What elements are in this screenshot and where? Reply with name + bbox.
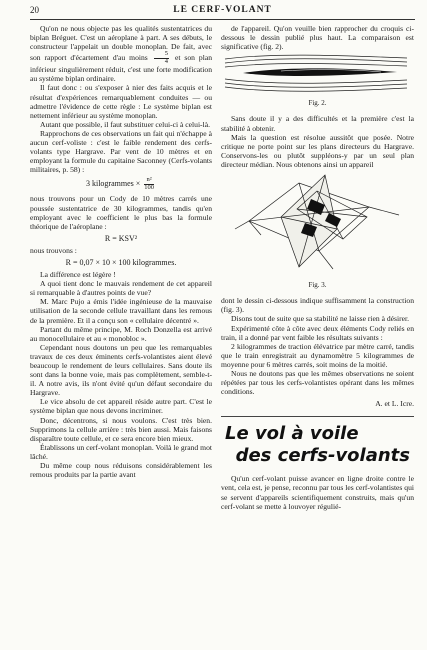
fraction [154,51,169,65]
paragraph: Sans doute il y a des difficultés et la première c'est la stabilité à obtenir. [221,114,414,133]
header-rule [30,19,415,20]
paragraph: La différence est légère ! [40,270,116,280]
figure-caption: Fig. 2. [308,99,327,108]
paragraph: Cependant nous doutons un peu que les remarquables travaux de ces deux éminents cerfs-volantistes aient élevé beaucoup le rendement de leurs cellulaires. Sans doute ils sont dans la bonne voie, mais pas complètement, semble-t-il. A notre avis, ils n'ont évité qu'un défaut secondaire du Hargrave. [30,342,212,398]
paragraph: Autant que possible, il faut substituer celui-ci à celui-là. [40,119,210,129]
paragraph [30,24,212,83]
figure-3 [221,169,414,290]
equation: R = 0,07 × 10 × 100 kilogrammes. [65,257,177,267]
fraction [144,177,154,191]
paragraph: 2 kilogrammes de traction élévatrice par mètre carré, tandis que le train enregistrait au dynamomètre 5 kilogrammes de moyenne pour 6 mètres carrés, soit moins de la moitié. [221,341,414,369]
equation: R = KSV² [104,233,138,243]
paragraph: Le vice absolu de cet appareil réside autre part. C'est le système biplan que nous devons incriminer. [30,397,212,416]
paragraph: Expérimenté côte à côte avec deux éléments Cody reliés en train, il a donné par vent faible les résultats suivants : [221,323,414,342]
article-title-line-1: Le vol à voile [225,423,359,445]
fraction-numerator: n² [144,177,154,185]
paragraph: Mais la question est résolue aussitôt que posée. Notre critique ne porte point sur les plans directeurs du Hargrave. Conservons-les ou plutôt suppléons-y par un seul plan directeur médian. Nous obtenons ainsi un appareil [221,132,414,169]
paragraph: dont le dessin ci-dessous indique suffisamment la construction (fig. 3). [221,296,414,315]
paragraph: nous trouvons pour un Cody de 10 mètres carrés une poussée sustentatrice de 30 kilogrammes, tandis qu'en employant avec le coefficient le plus bas la formule théorique de l'aéroplane : [30,194,212,231]
equation-text: 3 kilogrammes × [85,179,141,189]
left-column [30,24,212,479]
page-number: 20 [30,5,39,15]
paragraph-text: Qu'on ne nous objecte pas les qualités sustentatrices du biplan Bréguet. C'est un aéroplane à part. A ses débuts, le constructeur l'appelait un double monoplan. De fait, avec son rapport d'écartement d'au moins [30,24,212,63]
article-title-line-2: des cerfs-volants [235,445,410,467]
figure-caption: Fig. 3. [308,281,327,290]
fraction-numerator: 5 [154,51,169,59]
paragraph: Qu'un cerf-volant puisse avancer en ligne droite contre le vent, cela est, je pense, reconnu par tous les cerf-volantistes qui se servent d'appareils scientifiquement construits, mais qu'un cerf-volant se mette à louvoyer régulié- [221,474,414,511]
fraction-denominator: 100 [144,183,155,191]
paragraph: Rapprochons de ces observations un fait qui n'échappe à aucun cerf-voliste : c'est le faible rendement des cerfs-volants type Hargrave. Par vent de 10 mètres et en employant la formule du capitaine Saconney (Cerfs-volants militaires, p. 58) : [30,128,212,175]
paragraph: Il faut donc : ou s'exposer à nier des faits acquis et le résultat d'expériences remarquablement conduites — ou admettre l'évidence de cette règle : Le système biplan est nettement inférieur au système monoplan. [30,83,212,120]
paragraph: nous trouvons : [30,245,77,255]
paragraph: Partant du même principe, M. Roch Donzella est arrivé au monocellulaire et au « monobloc ». [30,324,212,343]
fraction-denominator: 4 [164,57,168,65]
paragraph: Nous ne doutons pas que les mêmes observations ne soient répétées par tous les cerfs-volantistes opérant dans les mêmes conditions. [221,368,414,397]
author-signature: A. et L. Icre. [375,399,414,409]
paragraph: Du même coup nous réduisons considérablement les remous produits par la partie avant [30,461,212,480]
paragraph-text: et son plan inférieur singulièrement réduit, c'est une forte modification au système biplan ordinaire. [30,53,212,84]
equation [30,177,212,191]
paragraph: A quoi tient donc le mauvais rendement de cet appareil si remarquable à d'autres points de vue? [30,279,212,298]
airflow-streamlines-figure [221,51,414,95]
paragraph: Donc, décentrons, si nous voulons. C'est très bien. Supprimons la cellule arrière : très bien aussi. Mais faisons disparaître toute cellule, et ce sera encore bien mieux. [30,415,212,443]
right-column [221,24,414,511]
section-divider [221,416,414,417]
paragraph: de l'appareil. Qu'on veuille bien rapprocher du croquis ci-dessous le dessin publié plus haut. La comparaison est significative (fig. 2). [221,24,414,52]
paragraph: M. Marc Pujo a émis l'idée ingénieuse de la mauvaise utilisation de la seconde cellule travaillant dans les remous de la première. Et il a conçu son « cellulaire décentré ». [30,297,212,325]
page-header [30,5,415,17]
paragraph: Établissons un cerf-volant monoplan. Voilà le grand mot lâché. [30,442,212,461]
journal-title: LE CERF-VOLANT [173,5,272,15]
figure-2 [221,51,414,108]
monoplane-kite-figure [221,169,414,277]
paragraph: Disons tout de suite que sa stabilité ne laisse rien à désirer. [231,314,409,324]
